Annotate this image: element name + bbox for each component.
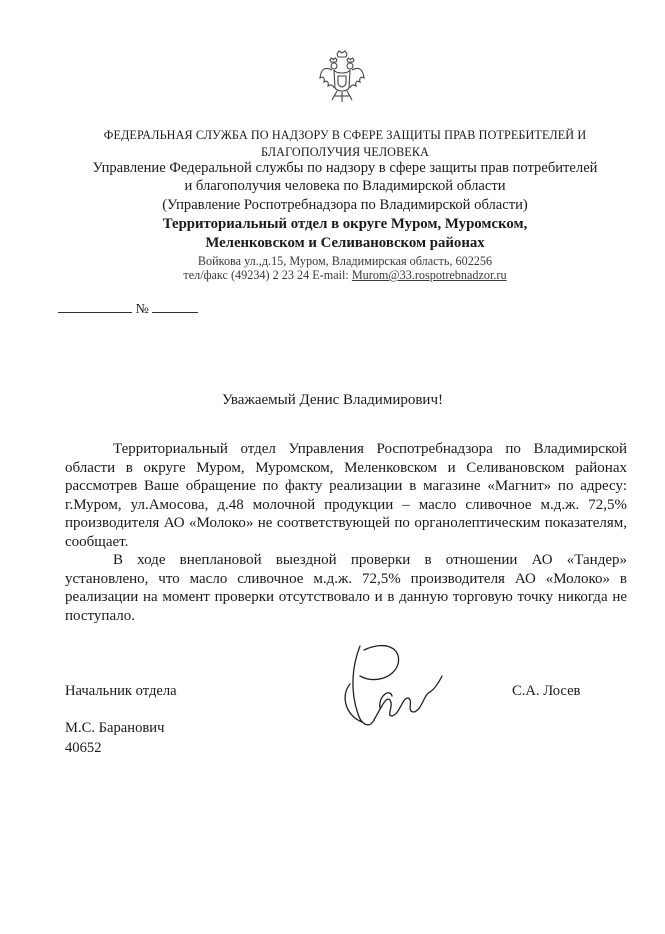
number-sign: № (135, 302, 149, 317)
office-name-line1: Территориальный отдел в округе Муром, Муромском, (162, 216, 528, 232)
letter-body (65, 440, 627, 625)
number-blank (152, 300, 198, 313)
salutation: Уважаемый Денис Владимирович! (221, 392, 443, 408)
office-address: Войкова ул.,д.15, Муром, Владимирская область, 602256 (197, 254, 493, 268)
paragraph-1: Территориальный отдел Управления Роспотребнадзора по Владимирской области в округе Муром, Муромском, Меленковском и Селивановском районах рассмотрев Ваше обращение по факту реализации в магазине «Магнит» по адресу: г.Муром, ул.Амосова, д.48 молочной продукции – масло сливочное м.д.ж. 72,5% производителя АО «Молоко» не соответствующей по органолептическим показателям, сообщает. (65, 441, 627, 550)
registration-line (58, 300, 198, 318)
department-name-line2: и благополучия человека по Владимирской области (184, 178, 506, 194)
executor-name: М.С. Баранович (65, 720, 165, 736)
office-name-line2: Меленковском и Селивановском районах (205, 235, 485, 251)
department-name-line3: (Управление Роспотребнадзора по Владимирской области) (162, 197, 528, 213)
department-name-line1: Управление Федеральной службы по надзору в сфере защиты прав потребителей (92, 160, 598, 176)
paragraph-2: В ходе внеплановой выездной проверки в отношении АО «Тандер» установлено, что масло сливочное м.д.ж. 72,5% производителя АО «Молоко» в реализации на момент проверки отсутствовало и в данную торговую точку никогда не поступало. (65, 552, 627, 624)
phone-fax: тел/факс (49234) 2 23 24 E-mail: (183, 268, 352, 282)
signatory-position: Начальник отдела (65, 683, 177, 699)
agency-name-line1: ФЕДЕРАЛЬНАЯ СЛУЖБА ПО НАДЗОРУ В СФЕРЕ ЗАЩИТЫ ПРАВ ПОТРЕБИТЕЛЕЙ И (103, 128, 587, 142)
office-contacts (40, 268, 650, 283)
date-blank (58, 300, 132, 313)
executor-phone: 40652 (65, 740, 102, 756)
email-link[interactable]: Murom@33.rospotrebnadzor.ru (351, 268, 507, 282)
handwritten-signature-icon (330, 636, 460, 736)
agency-name-line2: БЛАГОПОЛУЧИЯ ЧЕЛОВЕКА (261, 145, 429, 159)
coat-of-arms-icon (318, 48, 366, 106)
signatory-name: С.А. Лосев (512, 683, 581, 699)
